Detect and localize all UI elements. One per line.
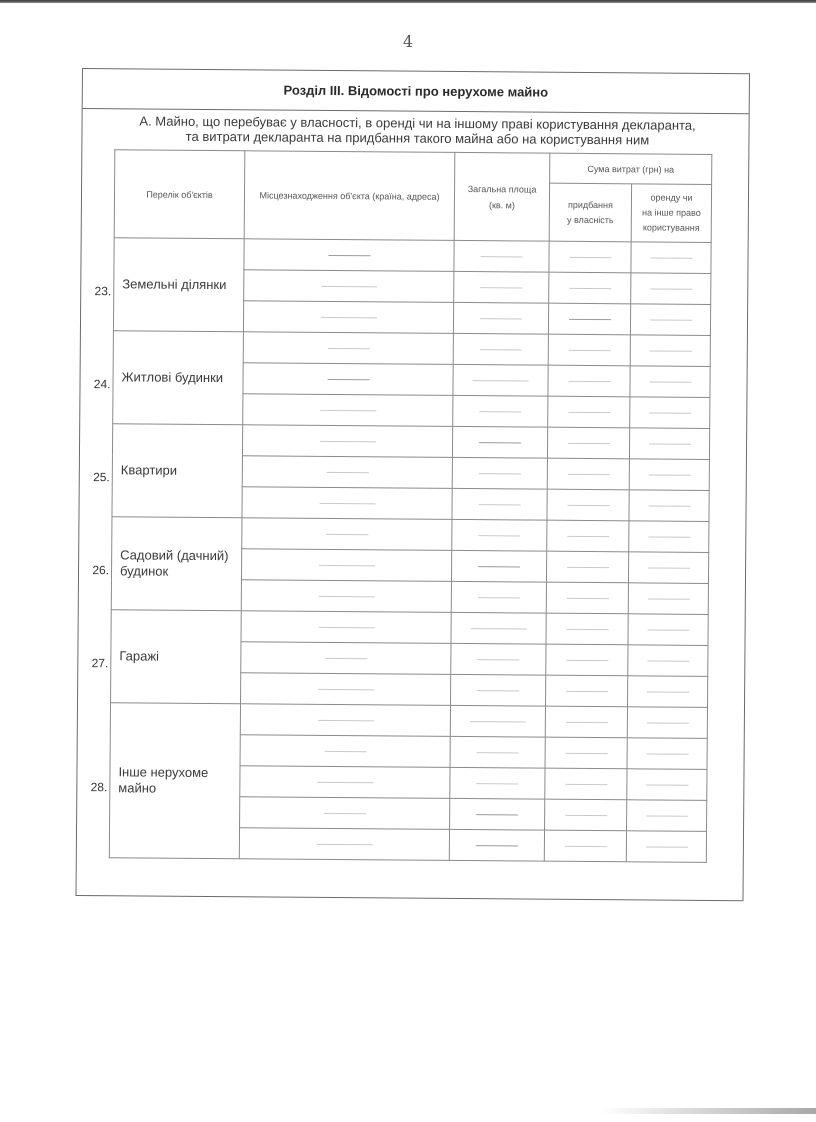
cell-location — [243, 332, 453, 365]
category-other-line-1: Інше нерухоме — [118, 764, 209, 781]
cell-location — [239, 828, 449, 861]
cell-purchase — [546, 613, 628, 645]
cell-rent — [630, 366, 710, 398]
cell-location — [242, 487, 452, 520]
cell-area — [451, 550, 546, 582]
cell-purchase — [547, 520, 629, 552]
row-number-27: 27. — [91, 656, 109, 671]
cell-area — [451, 674, 546, 706]
header-area-line-1: Загальна площа — [467, 183, 537, 195]
section-title: Розділ III. Відомості про нерухоме майно — [83, 69, 749, 114]
header-objects: Перелік об'єктів — [114, 150, 245, 239]
scan-edge-bottom — [600, 1108, 816, 1114]
cell-area — [450, 767, 545, 799]
cell-rent — [627, 676, 707, 708]
cell-purchase — [544, 830, 626, 862]
header-rent-line-1: оренду чи — [650, 192, 693, 203]
cell-rent — [629, 459, 709, 491]
cell-area — [452, 488, 547, 520]
cell-rent — [629, 428, 709, 460]
header-purchase — [549, 183, 631, 242]
cell-area — [450, 736, 545, 768]
cell-location — [242, 518, 452, 551]
cell-purchase — [545, 706, 627, 738]
cell-rent — [627, 769, 707, 801]
cell-rent — [630, 397, 710, 429]
cell-area — [453, 395, 548, 427]
header-costs: Сума витрат (грн) на — [550, 153, 712, 184]
cell-area — [454, 240, 549, 272]
row-number-26: 26. — [92, 563, 110, 578]
cell-purchase — [548, 396, 630, 428]
cell-rent — [627, 800, 707, 832]
cell-location — [240, 735, 450, 768]
header-area-line-2: (кв. м) — [488, 199, 515, 210]
category-houses: Житлові будинки — [113, 331, 244, 425]
cell-rent — [631, 242, 711, 274]
cell-purchase — [547, 489, 629, 521]
category-other-real-estate — [109, 703, 240, 859]
cell-location — [243, 394, 453, 427]
cell-rent — [627, 707, 707, 739]
cell-rent — [628, 645, 708, 677]
cell-area — [451, 581, 546, 613]
cell-area — [453, 302, 548, 334]
cell-purchase — [548, 334, 630, 366]
cell-location — [242, 425, 452, 458]
real-estate-form — [75, 68, 749, 901]
cell-area — [450, 705, 545, 737]
row-number-24: 24. — [93, 377, 111, 392]
cell-location — [241, 673, 451, 706]
page-number: 4 — [402, 32, 414, 51]
cell-area — [449, 829, 544, 861]
cell-location — [242, 456, 452, 489]
cell-purchase — [549, 241, 631, 273]
cell-rent — [628, 583, 708, 615]
cell-area — [454, 271, 549, 303]
cell-rent — [628, 614, 708, 646]
row-number-25: 25. — [93, 470, 110, 485]
cell-purchase — [546, 582, 628, 614]
header-rent-line-2: на інше право — [641, 207, 701, 218]
header-area — [454, 152, 550, 241]
cell-purchase — [546, 551, 628, 583]
cell-area — [452, 519, 547, 551]
category-land: Земельні ділянки — [113, 238, 244, 332]
cell-location — [240, 766, 450, 799]
cell-area — [453, 364, 548, 396]
subtitle-line-1: А. Майно, що перебуває у власності, в оренді чи на іншому праві користування декларанта, — [139, 113, 696, 133]
cell-location — [241, 611, 451, 644]
cell-area — [450, 798, 545, 830]
cell-rent — [630, 304, 710, 336]
header-rent — [631, 184, 711, 243]
row-number-23: 23. — [94, 284, 112, 299]
cell-purchase — [547, 458, 629, 490]
header-purchase-line-2: у власність — [566, 214, 614, 225]
cell-purchase — [548, 365, 630, 397]
header-location: Місцезнаходження об'єкта (країна, адреса) — [244, 151, 455, 241]
cell-area — [453, 333, 548, 365]
category-garden-house-line-2: будинок — [119, 563, 169, 579]
row-number-28: 28. — [90, 780, 108, 795]
cell-location — [243, 301, 453, 334]
cell-rent — [626, 831, 706, 863]
category-garden-house — [111, 517, 242, 611]
cell-area — [451, 643, 546, 675]
cell-purchase — [548, 303, 630, 335]
real-estate-table — [109, 149, 713, 863]
cell-rent — [628, 552, 708, 584]
cell-location — [240, 704, 450, 737]
cell-area — [451, 612, 546, 644]
cell-rent — [629, 521, 709, 553]
subtitle-line-2: та витрати декларанта на придбання такого майна або на користування ним — [185, 128, 650, 148]
section-subtitle — [102, 113, 732, 148]
cell-purchase — [545, 737, 627, 769]
cell-purchase — [546, 644, 628, 676]
cell-purchase — [547, 427, 629, 459]
cell-rent — [629, 490, 709, 522]
cell-rent — [631, 273, 711, 305]
cell-location — [240, 797, 450, 830]
cell-purchase — [546, 675, 628, 707]
category-apartments: Квартири — [112, 424, 243, 518]
cell-purchase — [549, 272, 631, 304]
cell-area — [452, 457, 547, 489]
category-garages: Гаражі — [111, 610, 242, 704]
category-garden-house-line-1: Садовий (дачний) — [120, 547, 229, 564]
cell-location — [241, 642, 451, 675]
header-rent-line-3: користування — [642, 222, 700, 233]
cell-rent — [630, 335, 710, 367]
cell-rent — [627, 738, 707, 770]
cell-purchase — [545, 768, 627, 800]
cell-location — [244, 239, 454, 272]
scan-edge-top — [0, 0, 816, 3]
cell-location — [241, 549, 451, 582]
cell-purchase — [545, 799, 627, 831]
cell-area — [452, 426, 547, 458]
cell-location — [241, 580, 451, 613]
category-other-line-2: майно — [118, 780, 157, 796]
cell-location — [244, 270, 454, 303]
cell-location — [243, 363, 453, 396]
header-purchase-line-1: придбання — [567, 199, 613, 210]
